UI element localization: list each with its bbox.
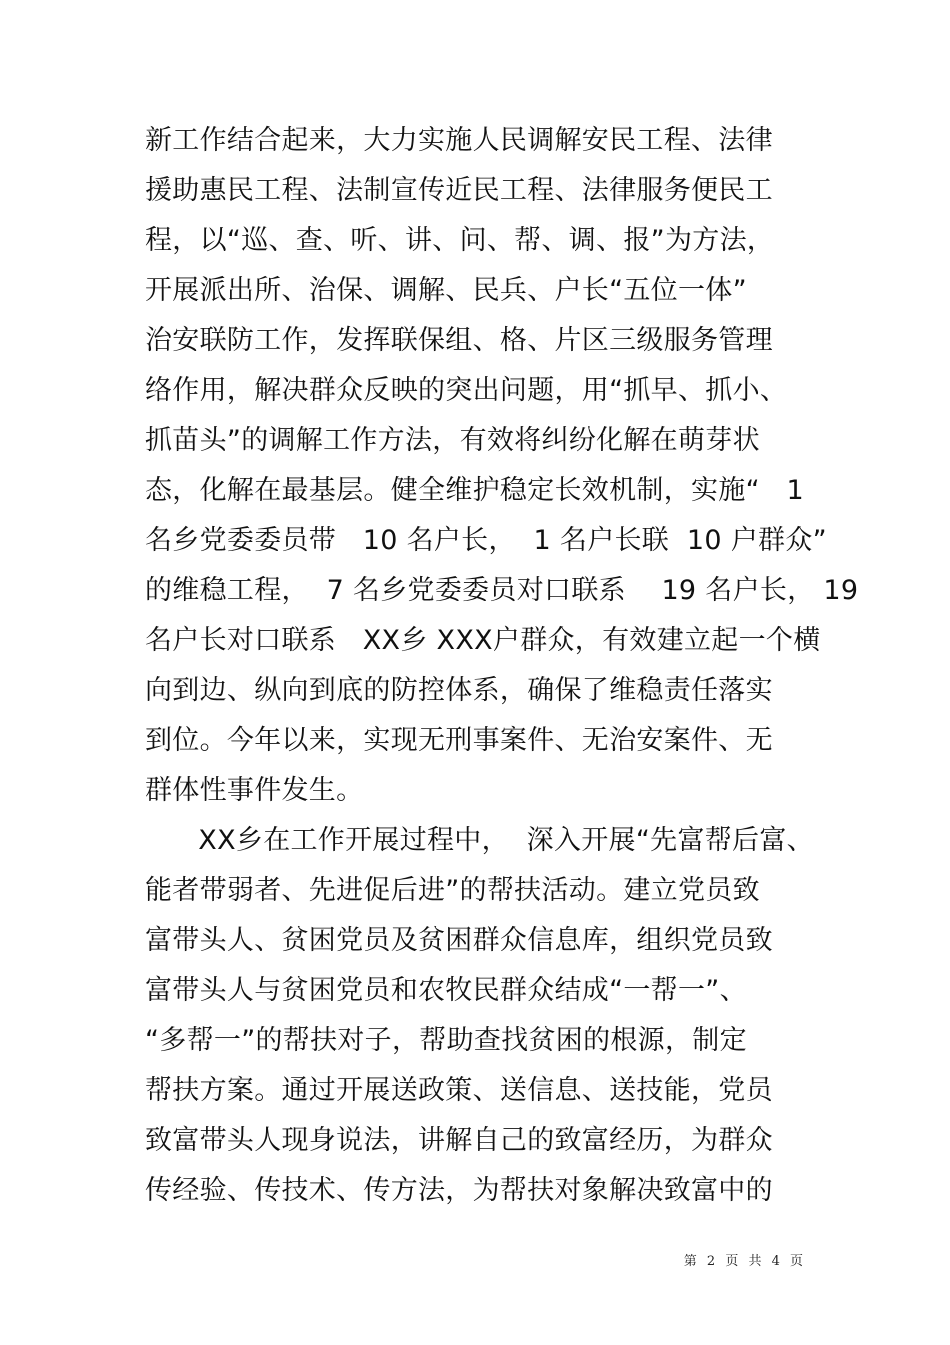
text-line-19: “多帮一”的帮扶对子，帮助查找贫困的根源，制定 (145, 1025, 747, 1056)
text-line-11: 名户长对口联系 XX乡 XXX户群众，有效建立起一个横 (145, 625, 821, 656)
page-number-footer: 第 2 页 共 4 页 (683, 1254, 806, 1269)
text-line-17: 富带头人、贫困党员及贫困群众信息库，组织党员致 (145, 925, 773, 956)
text-line-16: 能者带弱者、先进促后进”的帮扶活动。建立党员致 (145, 875, 760, 906)
text-line-2: 援助惠民工程、法制宣传近民工程、法律服务便民工 (145, 175, 773, 206)
text-line-21: 致富带头人现身说法，讲解自己的致富经历，为群众 (145, 1125, 773, 1156)
text-line-20: 帮扶方案。通过开展送政策、送信息、送技能，党员 (145, 1075, 773, 1106)
text-line-12: 向到边、纵向到底的防控体系，确保了维稳责任落实 (145, 675, 773, 706)
text-line-4: 开展派出所、治保、调解、民兵、户长“五位一体” (145, 275, 747, 306)
text-line-7: 抓苗头”的调解工作方法，有效将纠纷化解在萌芽状 (145, 425, 760, 456)
text-line-5: 治安联防工作，发挥联保组、格、片区三级服务管理 (145, 325, 773, 356)
text-line-13: 到位。今年以来，实现无刑事案件、无治安案件、无 (145, 725, 773, 756)
text-line-6: 络作用，解决群众反映的突出问题，用“抓早、抓小、 (145, 375, 788, 406)
text-line-22: 传经验、传技术、传方法，为帮扶对象解决致富中的 (145, 1175, 773, 1206)
text-line-1: 新工作结合起来，大力实施人民调解安民工程、法律 (145, 125, 773, 156)
text-line-14: 群体性事件发生。 (145, 775, 364, 806)
text-line-3: 程，以“巡、查、听、讲、问、帮、调、报”为方法， (145, 225, 775, 256)
text-line-15: XX乡在工作开展过程中， 深入开展“先富帮后富、 (145, 825, 814, 856)
text-line-18: 富带头人与贫困党员和农牧民群众结成“一帮一”、 (145, 975, 747, 1006)
text-line-9: 名乡党委委员带 10 名户长， 1 名户长联 10 户群众” (145, 525, 827, 556)
text-line-8: 态，化解在最基层。健全维护稳定长效机制，实施“ 1 (145, 475, 805, 506)
text-line-10: 的维稳工程， 7 名乡党委委员对口联系 19 名户长， 19 (145, 575, 859, 606)
